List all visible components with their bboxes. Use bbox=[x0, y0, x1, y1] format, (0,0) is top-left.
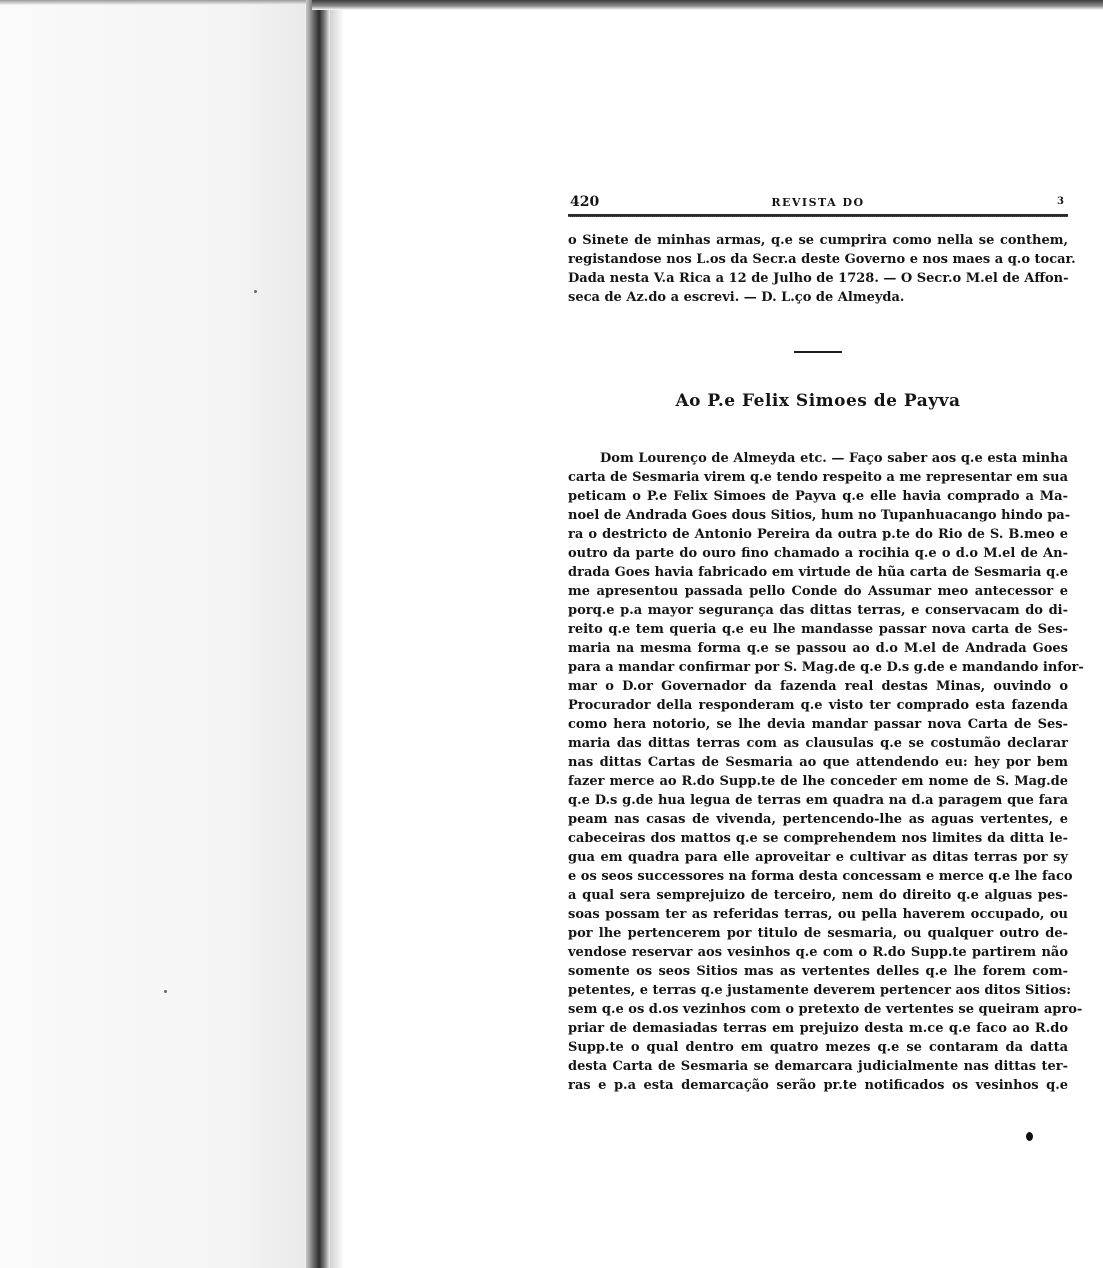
printed-page bbox=[568, 190, 1084, 1095]
text-line: peticam o P.e Felix Simoes de Payva q.e elle havia comprado a Ma- bbox=[568, 489, 1068, 504]
book-gutter bbox=[306, 0, 330, 1268]
text-line: nas dittas Cartas de Sesmaria ao que attendendo eu: hey por bem bbox=[568, 755, 1068, 770]
text-line: Dada nesta V.a Rica a 12 de Julho de 1728. — O Secr.o M.el de Affon- bbox=[568, 271, 1069, 286]
text-line: vendose reservar aos vesinhos q.e com o R.do Supp.te partirem não bbox=[568, 945, 1068, 960]
page-top-edge bbox=[312, 0, 1103, 10]
text-line: ra o destricto de Antonio Pereira da outra p.te do Rio de S. B.meo e bbox=[568, 527, 1068, 542]
running-title: REVISTA DO bbox=[771, 196, 865, 209]
text-line: sem q.e os d.os vezinhos com o pretexto de vertentes se queiram apro- bbox=[568, 1002, 1083, 1017]
header-rule bbox=[568, 214, 1068, 217]
text-line: drada Goes havia fabricado em virtude de hũa carta de Sesmaria q.e bbox=[568, 565, 1068, 580]
text-line: reito q.e tem queria q.e eu lhe mandasse passar nova carta de Ses- bbox=[568, 622, 1068, 637]
paragraph-closing-previous-entry bbox=[568, 231, 1076, 307]
paper-speck bbox=[164, 990, 167, 993]
text-line: carta de Sesmaria virem q.e tendo respeito a me representar em sua bbox=[568, 470, 1068, 485]
text-line: somente os seos Sitios mas as vertentes delles q.e lhe forem com- bbox=[568, 964, 1068, 979]
text-line: a qual sera semprejuizo de terceiro, nem do direito q.e alguas pes- bbox=[568, 888, 1068, 903]
ink-dot bbox=[1026, 1132, 1033, 1141]
text-line: outro da parte do ouro fino chamado a rocihia q.e o d.o M.el de An- bbox=[568, 546, 1068, 561]
text-line: para a mandar confirmar por S. Mag.de q.e D.s g.de e mandando infor- bbox=[568, 660, 1084, 675]
text-line: me apresentou passada pello Conde do Assumar meo antecessor e bbox=[568, 584, 1068, 599]
text-line: petentes, e terras q.e justamente deverem pertencer aos ditos Sitios: bbox=[568, 983, 1072, 998]
section-divider bbox=[794, 351, 842, 353]
running-head-mark: 3 bbox=[1057, 196, 1064, 207]
text-line: ras e p.a esta demarcação serão pr.te notificados os vesinhos q.e bbox=[568, 1078, 1068, 1093]
text-line: seca de Az.do a escrevi. — D. L.ço de Almeyda. bbox=[568, 290, 905, 305]
text-line: como hera notorio, se lhe devia mandar passar nova Carta de Ses- bbox=[568, 717, 1068, 732]
text-line: maria na mesma forma q.e se passou ao d.o M.el de Andrada Goes bbox=[568, 641, 1068, 656]
text-line: maria das dittas terras com as clausulas q.e se costumão declarar bbox=[568, 736, 1068, 751]
text-line: noel de Andrada Goes dous Sitios, hum no Tupanhuacango hindo pa- bbox=[568, 508, 1071, 523]
text-line: peam nas casas de vivenda, pertencendo-lhe as aguas vertentes, e bbox=[568, 812, 1068, 827]
left-page-top-edge bbox=[0, 0, 312, 5]
paper-speck bbox=[254, 290, 257, 293]
text-line: mar o D.or Governador da fazenda real destas Minas, ouvindo o bbox=[568, 679, 1068, 694]
running-head bbox=[568, 190, 1068, 214]
text-line: fazer merce ao R.do Supp.te de lhe conceder em nome de S. Mag.de bbox=[568, 774, 1068, 789]
text-line: q.e D.s g.de hua legua de terras em quadra na d.a paragem que fara bbox=[568, 793, 1068, 808]
blank-left-page bbox=[0, 0, 312, 1268]
text-line: gua em quadra para elle aproveitar e cultivar as ditas terras por sy bbox=[568, 850, 1068, 865]
gutter-shadow bbox=[330, 0, 344, 1268]
text-line: porq.e p.a mayor segurança das dittas terras, e conservacam do di- bbox=[568, 603, 1068, 618]
text-line: Procurador della responderam q.e visto ter comprado esta fazenda bbox=[568, 698, 1068, 713]
section-title: Ao P.e Felix Simoes de Payva bbox=[675, 391, 961, 411]
paragraph-sesmaria-letter bbox=[568, 449, 1084, 1095]
text-line: o Sinete de minhas armas, q.e se cumprira como nella se conthem, bbox=[568, 233, 1068, 248]
text-line: registandose nos L.os da Secr.a deste Governo e nos maes a q.o tocar. bbox=[568, 252, 1076, 267]
text-line: Supp.te o qual dentro em quatro mezes q.e se contaram da datta bbox=[568, 1040, 1068, 1055]
text-line: priar de demasiadas terras em prejuizo desta m.ce q.e faco ao R.do bbox=[568, 1021, 1068, 1036]
text-line: cabeceiras dos mattos q.e se comprehendem nos limites da ditta le- bbox=[568, 831, 1068, 846]
text-line: e os seos successores na forma desta concessam e merce q.e lhe faco bbox=[568, 869, 1073, 884]
text-line: por lhe pertencerem por titulo de sesmaria, ou qualquer outro de- bbox=[568, 926, 1068, 941]
text-line: soas possam ter as referidas terras, ou pella haverem occupado, ou bbox=[568, 907, 1068, 922]
text-line: desta Carta de Sesmaria se demarcara judicialmente nas dittas ter- bbox=[568, 1059, 1068, 1074]
page-number: 420 bbox=[570, 194, 600, 210]
text-line: Dom Lourenço de Almeyda etc. — Faço saber aos q.e esta minha bbox=[600, 451, 1068, 466]
